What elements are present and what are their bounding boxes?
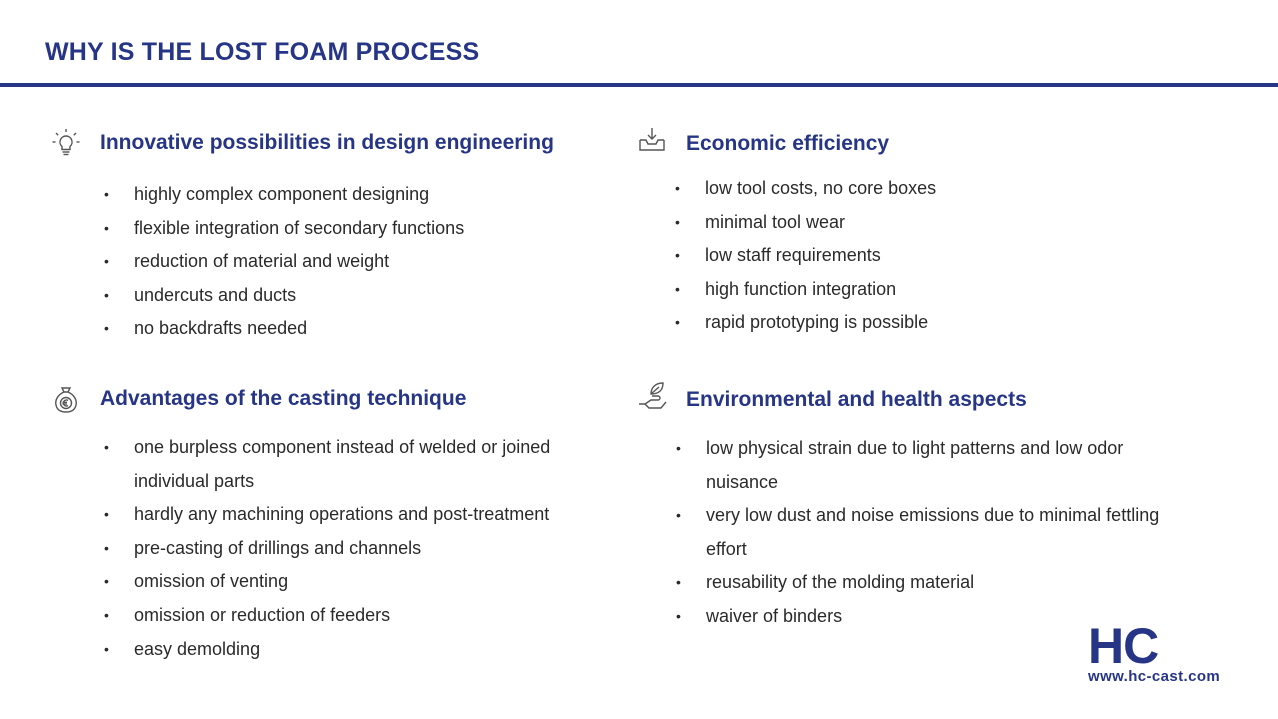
list-item: • omission of venting (104, 571, 289, 592)
list-item: • high function integration (675, 278, 897, 299)
company-logo (1088, 618, 1221, 685)
lightbulb-icon (51, 128, 81, 158)
list-item: • rapid prototyping is possible (675, 312, 929, 333)
list-item: • omission or reduction of feeders (104, 604, 391, 625)
list-environment (676, 432, 1186, 634)
title-divider (0, 83, 1278, 87)
list-economic (675, 172, 1175, 340)
list-item: • reduction of material and weight (104, 251, 390, 272)
list-casting (104, 431, 609, 666)
list-item: • highly complex component designing (104, 184, 430, 204)
section-title-economic: Economic efficiency (686, 132, 890, 155)
list-item: • very low dust and noise emissions due to minimal fettling effort (676, 505, 1160, 559)
section-title-casting: Advantages of the casting technique (100, 387, 467, 410)
list-item: • minimal tool wear (675, 211, 846, 232)
list-item: • no backdrafts needed (104, 318, 308, 339)
list-item: • undercuts and ducts (104, 284, 297, 305)
list-item: • waiver of binders (676, 605, 843, 626)
list-item: • low staff requirements (675, 245, 881, 266)
section-title-environment: Environmental and health aspects (686, 388, 1027, 411)
logo-mark: HC (1088, 618, 1159, 674)
list-item: • pre-casting of drillings and channels (104, 537, 422, 558)
list-item: • low tool costs, no core boxes (675, 178, 937, 198)
hand-leaf-icon (637, 380, 667, 410)
logo-url: www.hc-cast.com (1088, 668, 1221, 685)
list-item: • easy demolding (104, 638, 261, 659)
list-item: • reusability of the molding material (676, 572, 975, 593)
list-item: • hardly any machining operations and post-treatment (104, 504, 550, 525)
section-title-design: Innovative possibilities in design engineering (100, 131, 554, 154)
tray-download-icon (637, 126, 667, 156)
page-title: WHY IS THE LOST FOAM PROCESS (45, 38, 480, 66)
list-item: • one burpless component instead of welded or joined individual parts (104, 437, 551, 491)
list-item: • low physical strain due to light patterns and low odor nuisance (676, 438, 1124, 492)
euro-moneybag-icon (51, 384, 81, 414)
list-design (104, 178, 604, 346)
list-item: • flexible integration of secondary functions (104, 217, 465, 238)
